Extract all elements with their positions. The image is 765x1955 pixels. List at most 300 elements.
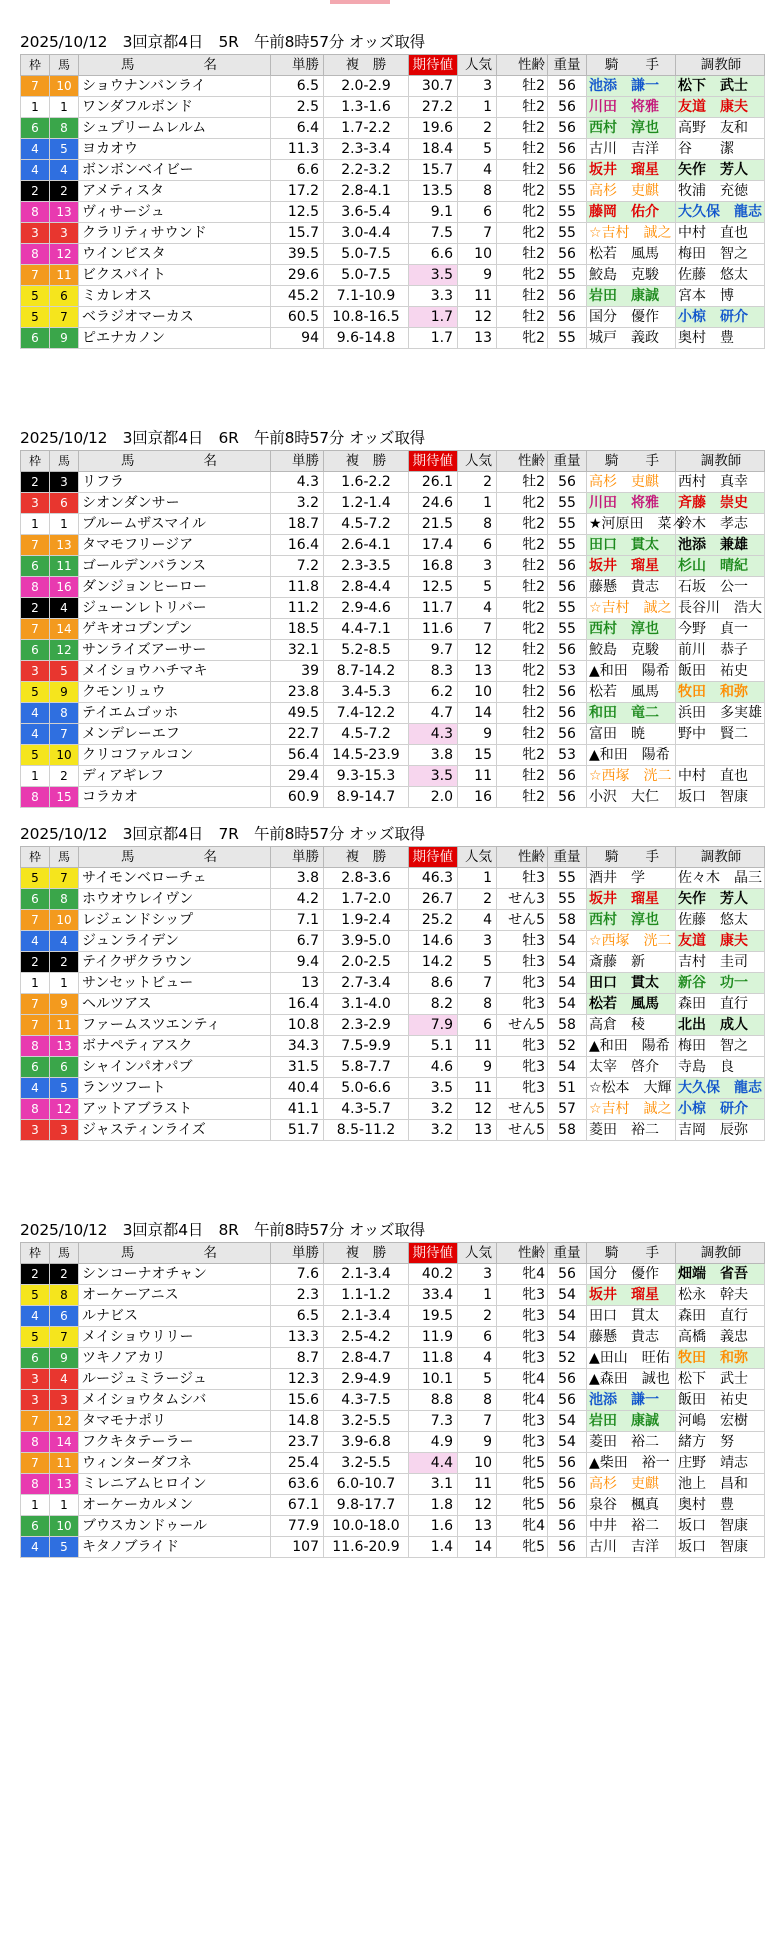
table-row [21, 328, 765, 349]
place-odds-cell: 2.1-3.4 [324, 1306, 409, 1327]
trainer-cell: 緒方 努 [676, 1432, 765, 1453]
table-row [21, 931, 765, 952]
waku-cell: 2 [21, 598, 50, 619]
column-header: 性齢 [497, 847, 548, 868]
jockey-cell: 池添 謙一 [587, 76, 676, 97]
weight-cell: 56 [548, 577, 587, 598]
waku-cell: 4 [21, 703, 50, 724]
trainer-cell: 鈴木 孝志 [676, 514, 765, 535]
weight-cell: 56 [548, 682, 587, 703]
race-block [20, 820, 762, 1141]
win-odds-cell: 6.5 [271, 1306, 324, 1327]
sex-age-cell: 牝5 [497, 1537, 548, 1558]
win-odds-cell: 23.7 [271, 1432, 324, 1453]
horse-name-cell: クリコファルコン [79, 745, 271, 766]
horse-name-cell: メイショウタムシバ [79, 1390, 271, 1411]
race-title: 2025/10/12 3回京都4日 5R 午前8時57分 オッズ取得 [20, 33, 425, 51]
trainer-cell: 宮本 博 [676, 286, 765, 307]
expected-value-cell: 26.7 [409, 889, 458, 910]
horse-name-cell: ゴールデンバランス [79, 556, 271, 577]
weight-cell: 55 [548, 598, 587, 619]
weight-cell: 55 [548, 868, 587, 889]
jockey-cell: 国分 優作 [587, 1264, 676, 1285]
column-header: 単勝 [271, 55, 324, 76]
horse-number-cell: 2 [50, 181, 79, 202]
weight-cell: 56 [548, 76, 587, 97]
popularity-cell: 8 [458, 994, 497, 1015]
trainer-cell: 中村 直也 [676, 223, 765, 244]
table-row [21, 889, 765, 910]
horse-name-cell: シャインパオパブ [79, 1057, 271, 1078]
waku-cell: 6 [21, 1348, 50, 1369]
horse-number-cell: 11 [50, 556, 79, 577]
horse-number-cell: 1 [50, 1495, 79, 1516]
trainer-cell: 野中 賢二 [676, 724, 765, 745]
waku-cell: 7 [21, 1015, 50, 1036]
popularity-cell: 12 [458, 640, 497, 661]
expected-value-cell: 4.6 [409, 1057, 458, 1078]
popularity-cell: 9 [458, 265, 497, 286]
weight-cell: 56 [548, 766, 587, 787]
place-odds-cell: 2.3-2.9 [324, 1015, 409, 1036]
table-row [21, 1264, 765, 1285]
horse-number-cell: 13 [50, 202, 79, 223]
waku-cell: 4 [21, 139, 50, 160]
place-odds-cell: 9.6-14.8 [324, 328, 409, 349]
horse-name-cell: タマモフリージア [79, 535, 271, 556]
table-row [21, 745, 765, 766]
place-odds-cell: 3.6-5.4 [324, 202, 409, 223]
column-header: 馬 [50, 847, 79, 868]
jockey-cell: 酒井 学 [587, 868, 676, 889]
win-odds-cell: 12.5 [271, 202, 324, 223]
race-title: 2025/10/12 3回京都4日 6R 午前8時57分 オッズ取得 [20, 429, 425, 447]
top-accent-bar [330, 0, 390, 4]
jockey-cell: 富田 暁 [587, 724, 676, 745]
win-odds-cell: 18.5 [271, 619, 324, 640]
win-odds-cell: 16.4 [271, 994, 324, 1015]
place-odds-cell: 2.7-3.4 [324, 973, 409, 994]
horse-name-cell: ウインビスタ [79, 244, 271, 265]
trainer-cell: 高橋 義忠 [676, 1327, 765, 1348]
table-row [21, 514, 765, 535]
horse-number-cell: 6 [50, 1306, 79, 1327]
popularity-cell: 2 [458, 472, 497, 493]
popularity-cell: 12 [458, 1495, 497, 1516]
jockey-cell: ★河原田 菜々 [587, 514, 676, 535]
expected-value-cell: 14.6 [409, 931, 458, 952]
trainer-cell: 松永 幹夫 [676, 1285, 765, 1306]
jockey-cell: 川田 将雅 [587, 97, 676, 118]
place-odds-cell: 3.9-6.8 [324, 1432, 409, 1453]
jockey-cell: 西村 淳也 [587, 619, 676, 640]
place-odds-cell: 4.3-5.7 [324, 1099, 409, 1120]
weight-cell: 56 [548, 244, 587, 265]
column-header: 馬 [50, 55, 79, 76]
table-row [21, 493, 765, 514]
expected-value-cell: 8.8 [409, 1390, 458, 1411]
table-row [21, 973, 765, 994]
popularity-cell: 10 [458, 682, 497, 703]
horse-number-cell: 7 [50, 307, 79, 328]
weight-cell: 54 [548, 1327, 587, 1348]
weight-cell: 54 [548, 973, 587, 994]
jockey-cell: 岩田 康誠 [587, 1411, 676, 1432]
horse-name-cell: ツキノアカリ [79, 1348, 271, 1369]
horse-number-cell: 6 [50, 1057, 79, 1078]
waku-cell: 2 [21, 1264, 50, 1285]
sex-age-cell: 牡3 [497, 868, 548, 889]
trainer-cell: 池上 昌和 [676, 1474, 765, 1495]
win-odds-cell: 49.5 [271, 703, 324, 724]
win-odds-cell: 32.1 [271, 640, 324, 661]
horse-name-cell: ボナペティアスク [79, 1036, 271, 1057]
sex-age-cell: 牝2 [497, 493, 548, 514]
table-row [21, 139, 765, 160]
jockey-cell: 西村 淳也 [587, 910, 676, 931]
weight-cell: 55 [548, 181, 587, 202]
trainer-cell: 前川 恭子 [676, 640, 765, 661]
horse-number-cell: 10 [50, 76, 79, 97]
trainer-cell: 佐藤 悠太 [676, 265, 765, 286]
column-header: 調教師 [676, 847, 765, 868]
waku-cell: 3 [21, 1369, 50, 1390]
trainer-cell: 佐藤 悠太 [676, 910, 765, 931]
weight-cell: 56 [548, 286, 587, 307]
trainer-cell: 新谷 功一 [676, 973, 765, 994]
expected-value-cell: 10.1 [409, 1369, 458, 1390]
expected-value-cell: 4.7 [409, 703, 458, 724]
popularity-cell: 13 [458, 1516, 497, 1537]
trainer-cell [676, 745, 765, 766]
expected-value-cell: 33.4 [409, 1285, 458, 1306]
horse-name-cell: ブルームザスマイル [79, 514, 271, 535]
sex-age-cell: 牡2 [497, 724, 548, 745]
expected-value-cell: 19.5 [409, 1306, 458, 1327]
weight-cell: 56 [548, 1390, 587, 1411]
expected-value-cell: 4.9 [409, 1432, 458, 1453]
win-odds-cell: 3.8 [271, 868, 324, 889]
sex-age-cell: 牡2 [497, 787, 548, 808]
column-header: 重量 [548, 55, 587, 76]
popularity-cell: 9 [458, 1057, 497, 1078]
horse-number-cell: 5 [50, 1078, 79, 1099]
expected-value-cell: 17.4 [409, 535, 458, 556]
sex-age-cell: 牝3 [497, 973, 548, 994]
horse-number-cell: 11 [50, 1015, 79, 1036]
win-odds-cell: 25.4 [271, 1453, 324, 1474]
expected-value-cell: 9.7 [409, 640, 458, 661]
win-odds-cell: 39.5 [271, 244, 324, 265]
horse-name-cell: レジェンドシップ [79, 910, 271, 931]
expected-value-cell: 24.6 [409, 493, 458, 514]
place-odds-cell: 3.9-5.0 [324, 931, 409, 952]
horse-name-cell: ミレニアムヒロイン [79, 1474, 271, 1495]
horse-name-cell: サンライズアーサー [79, 640, 271, 661]
weight-cell: 51 [548, 1078, 587, 1099]
horse-number-cell: 7 [50, 868, 79, 889]
column-header: 単勝 [271, 847, 324, 868]
jockey-cell: 藤岡 佑介 [587, 202, 676, 223]
waku-cell: 3 [21, 1120, 50, 1141]
expected-value-cell: 9.1 [409, 202, 458, 223]
horse-name-cell: ピエナカノン [79, 328, 271, 349]
trainer-cell: 森田 直行 [676, 1306, 765, 1327]
expected-value-cell: 3.2 [409, 1120, 458, 1141]
trainer-cell: 石坂 公一 [676, 577, 765, 598]
jockey-cell: 古川 吉洋 [587, 139, 676, 160]
horse-name-cell: ベラジオマーカス [79, 307, 271, 328]
win-odds-cell: 11.3 [271, 139, 324, 160]
win-odds-cell: 18.7 [271, 514, 324, 535]
horse-name-cell: ファームスツエンティ [79, 1015, 271, 1036]
trainer-cell: 梅田 智之 [676, 244, 765, 265]
horse-name-cell: メンデレーエフ [79, 724, 271, 745]
place-odds-cell: 2.8-4.7 [324, 1348, 409, 1369]
popularity-cell: 6 [458, 202, 497, 223]
sex-age-cell: 牡2 [497, 640, 548, 661]
trainer-cell: 友道 康夫 [676, 97, 765, 118]
sex-age-cell: 牝3 [497, 1348, 548, 1369]
race-block [20, 28, 762, 349]
waku-cell: 6 [21, 1516, 50, 1537]
sex-age-cell: 牝2 [497, 598, 548, 619]
horse-name-cell: ミカレオス [79, 286, 271, 307]
popularity-cell: 11 [458, 1474, 497, 1495]
place-odds-cell: 2.1-3.4 [324, 1264, 409, 1285]
sex-age-cell: 牝2 [497, 535, 548, 556]
sex-age-cell: 牝3 [497, 1078, 548, 1099]
column-header: 複 勝 [324, 451, 409, 472]
horse-number-cell: 4 [50, 160, 79, 181]
odds-table [20, 1242, 765, 1558]
jockey-cell: 鮫島 克駿 [587, 265, 676, 286]
weight-cell: 56 [548, 640, 587, 661]
weight-cell: 57 [548, 1099, 587, 1120]
win-odds-cell: 107 [271, 1537, 324, 1558]
trainer-cell: 西村 真幸 [676, 472, 765, 493]
trainer-cell: 松下 武士 [676, 1369, 765, 1390]
table-row [21, 1327, 765, 1348]
expected-value-cell: 25.2 [409, 910, 458, 931]
trainer-cell: 坂口 智康 [676, 787, 765, 808]
trainer-cell: 浜田 多実雄 [676, 703, 765, 724]
popularity-cell: 11 [458, 1078, 497, 1099]
win-odds-cell: 51.7 [271, 1120, 324, 1141]
weight-cell: 55 [548, 265, 587, 286]
horse-name-cell: ビクスバイト [79, 265, 271, 286]
horse-number-cell: 2 [50, 952, 79, 973]
expected-value-cell: 3.5 [409, 766, 458, 787]
column-header: 馬 名 [79, 451, 271, 472]
column-header: 騎 手 [587, 55, 676, 76]
weight-cell: 54 [548, 1411, 587, 1432]
place-odds-cell: 3.2-5.5 [324, 1453, 409, 1474]
weight-cell: 54 [548, 931, 587, 952]
expected-value-cell: 3.8 [409, 745, 458, 766]
trainer-cell: 奥村 豊 [676, 328, 765, 349]
trainer-cell: 吉岡 辰弥 [676, 1120, 765, 1141]
expected-value-cell: 1.6 [409, 1516, 458, 1537]
horse-number-cell: 8 [50, 118, 79, 139]
jockey-cell: ☆西塚 洸二 [587, 931, 676, 952]
horse-name-cell: ディアギレフ [79, 766, 271, 787]
horse-number-cell: 6 [50, 493, 79, 514]
place-odds-cell: 3.4-5.3 [324, 682, 409, 703]
win-odds-cell: 45.2 [271, 286, 324, 307]
horse-name-cell: ホウオウレイヴン [79, 889, 271, 910]
popularity-cell: 4 [458, 910, 497, 931]
weight-cell: 55 [548, 202, 587, 223]
jockey-cell: 藤懸 貴志 [587, 577, 676, 598]
weight-cell: 54 [548, 1306, 587, 1327]
sex-age-cell: 牡3 [497, 931, 548, 952]
trainer-cell: 牧浦 充徳 [676, 181, 765, 202]
sex-age-cell: 牡2 [497, 472, 548, 493]
expected-value-cell: 46.3 [409, 868, 458, 889]
place-odds-cell: 3.2-5.5 [324, 1411, 409, 1432]
sex-age-cell: 牝2 [497, 328, 548, 349]
win-odds-cell: 60.9 [271, 787, 324, 808]
popularity-cell: 2 [458, 889, 497, 910]
race-title: 2025/10/12 3回京都4日 7R 午前8時57分 オッズ取得 [20, 825, 425, 843]
popularity-cell: 9 [458, 724, 497, 745]
horse-name-cell: ルナビス [79, 1306, 271, 1327]
jockey-cell: 松若 風馬 [587, 994, 676, 1015]
column-header: 重量 [548, 847, 587, 868]
win-odds-cell: 6.4 [271, 118, 324, 139]
weight-cell: 56 [548, 1516, 587, 1537]
waku-cell: 3 [21, 661, 50, 682]
horse-number-cell: 12 [50, 1099, 79, 1120]
sex-age-cell: 牝2 [497, 181, 548, 202]
popularity-cell: 5 [458, 952, 497, 973]
trainer-cell: 畑端 省吾 [676, 1264, 765, 1285]
jockey-cell: 高倉 稜 [587, 1015, 676, 1036]
trainer-cell: 矢作 芳人 [676, 889, 765, 910]
weight-cell: 54 [548, 1432, 587, 1453]
sex-age-cell: 牡2 [497, 286, 548, 307]
popularity-cell: 13 [458, 1120, 497, 1141]
place-odds-cell: 2.6-4.1 [324, 535, 409, 556]
waku-cell: 6 [21, 640, 50, 661]
waku-cell: 5 [21, 1327, 50, 1348]
table-row [21, 787, 765, 808]
column-header: 枠 [21, 55, 50, 76]
horse-number-cell: 2 [50, 766, 79, 787]
column-header: 枠 [21, 847, 50, 868]
jockey-cell: 泉谷 楓真 [587, 1495, 676, 1516]
horse-name-cell: サイモンベローチェ [79, 868, 271, 889]
expected-value-cell: 40.2 [409, 1264, 458, 1285]
popularity-cell: 5 [458, 577, 497, 598]
weight-cell: 56 [548, 1495, 587, 1516]
sex-age-cell: 牡2 [497, 577, 548, 598]
sex-age-cell: 牝2 [497, 619, 548, 640]
place-odds-cell: 1.1-1.2 [324, 1285, 409, 1306]
expected-value-cell: 3.2 [409, 1099, 458, 1120]
place-odds-cell: 10.8-16.5 [324, 307, 409, 328]
popularity-cell: 6 [458, 1015, 497, 1036]
jockey-cell: 松若 風馬 [587, 682, 676, 703]
waku-cell: 2 [21, 181, 50, 202]
expected-value-cell: 11.6 [409, 619, 458, 640]
place-odds-cell: 2.2-3.2 [324, 160, 409, 181]
table-row [21, 1537, 765, 1558]
horse-number-cell: 13 [50, 1036, 79, 1057]
horse-name-cell: ジャスティンライズ [79, 1120, 271, 1141]
column-header: 枠 [21, 1243, 50, 1264]
expected-value-cell: 18.4 [409, 139, 458, 160]
odds-table [20, 846, 765, 1141]
horse-number-cell: 12 [50, 1411, 79, 1432]
column-header: 騎 手 [587, 451, 676, 472]
horse-number-cell: 4 [50, 931, 79, 952]
win-odds-cell: 31.5 [271, 1057, 324, 1078]
expected-value-cell: 7.5 [409, 223, 458, 244]
jockey-cell: 古川 吉洋 [587, 1537, 676, 1558]
win-odds-cell: 17.2 [271, 181, 324, 202]
win-odds-cell: 11.2 [271, 598, 324, 619]
waku-cell: 6 [21, 1057, 50, 1078]
table-row [21, 202, 765, 223]
jockey-cell: ☆吉村 誠之 [587, 598, 676, 619]
jockey-cell: 坂井 瑠星 [587, 1285, 676, 1306]
table-row [21, 1516, 765, 1537]
trainer-cell: 河嶋 宏樹 [676, 1411, 765, 1432]
weight-cell: 56 [548, 1453, 587, 1474]
table-header-row [21, 55, 765, 76]
waku-cell: 2 [21, 952, 50, 973]
horse-number-cell: 4 [50, 1369, 79, 1390]
win-odds-cell: 34.3 [271, 1036, 324, 1057]
expected-value-cell: 21.5 [409, 514, 458, 535]
expected-value-cell: 3.3 [409, 286, 458, 307]
horse-name-cell: メイショウハチマキ [79, 661, 271, 682]
jockey-cell: 菱田 裕二 [587, 1432, 676, 1453]
sex-age-cell: 牝2 [497, 223, 548, 244]
waku-cell: 6 [21, 118, 50, 139]
table-row [21, 535, 765, 556]
table-row [21, 1348, 765, 1369]
horse-name-cell: ルージュミラージュ [79, 1369, 271, 1390]
place-odds-cell: 7.4-12.2 [324, 703, 409, 724]
horse-number-cell: 13 [50, 1474, 79, 1495]
sex-age-cell: せん5 [497, 1015, 548, 1036]
horse-number-cell: 5 [50, 661, 79, 682]
place-odds-cell: 2.3-3.4 [324, 139, 409, 160]
sex-age-cell: せん5 [497, 1120, 548, 1141]
horse-name-cell: ボンボンベイビー [79, 160, 271, 181]
horse-name-cell: キタノブライド [79, 1537, 271, 1558]
win-odds-cell: 13.3 [271, 1327, 324, 1348]
column-header: 性齢 [497, 1243, 548, 1264]
column-header: 枠 [21, 451, 50, 472]
win-odds-cell: 6.6 [271, 160, 324, 181]
weight-cell: 52 [548, 1348, 587, 1369]
sex-age-cell: 牝4 [497, 1369, 548, 1390]
trainer-cell: 高野 友和 [676, 118, 765, 139]
column-header: 期待値 [409, 847, 458, 868]
waku-cell: 6 [21, 328, 50, 349]
horse-name-cell: リフラ [79, 472, 271, 493]
waku-cell: 1 [21, 973, 50, 994]
win-odds-cell: 7.1 [271, 910, 324, 931]
horse-number-cell: 3 [50, 472, 79, 493]
place-odds-cell: 5.8-7.7 [324, 1057, 409, 1078]
horse-name-cell: ブウスカンドゥール [79, 1516, 271, 1537]
weight-cell: 56 [548, 160, 587, 181]
